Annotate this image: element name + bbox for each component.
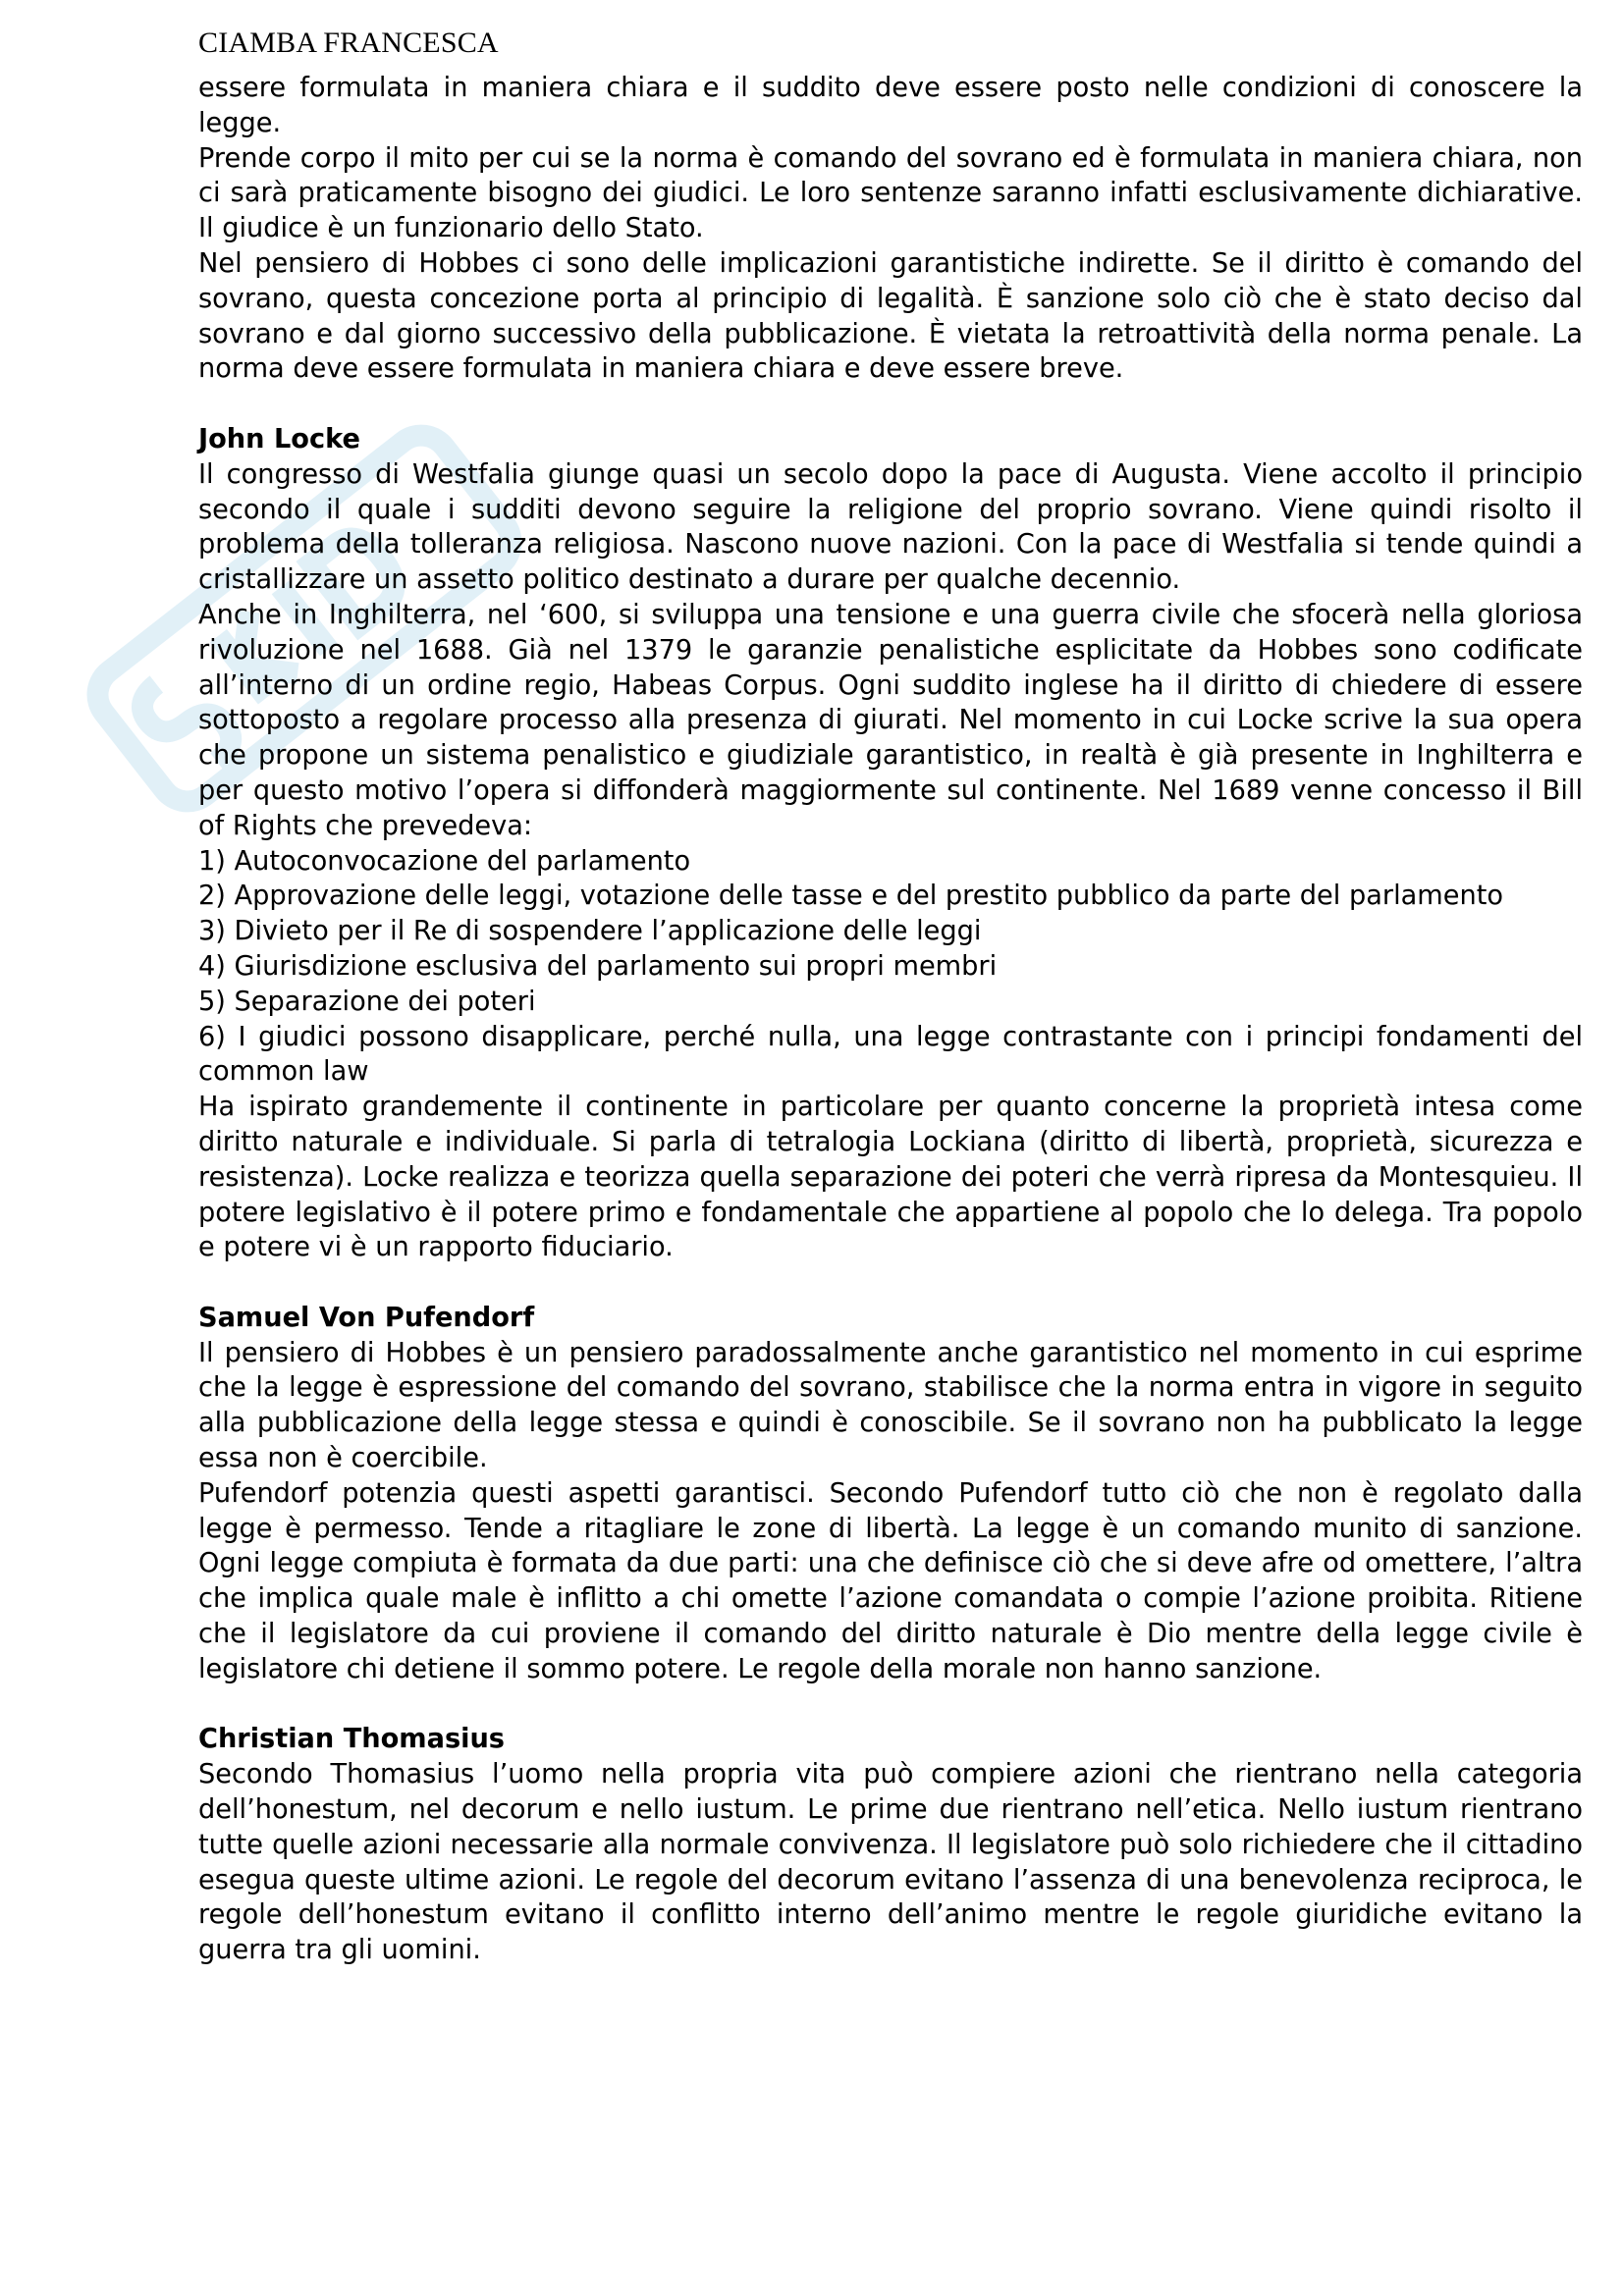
locke-closing-paragraph: Ha ispirato grandemente il continente in particolare per quanto concerne la proprietà intesa come diritto naturale e individuale. Si parla di tetralogia Lockiana (diritto di libertà, proprietà, sicurezza e resistenza). Locke realizza e teorizza quella separazione dei poteri che verrà ripresa da Montesquieu. Il potere legislativo è il potere primo e fondamentale che appartiene al popolo che lo delega. Tra popolo e potere vi è un rapporto fiduciario. bbox=[198, 1092, 1583, 1263]
thomasius-paragraph: Secondo Thomasius l’uomo nella propria vita può compiere azioni che rientrano nella categoria dell’honestum, nel decorum e nello iustum. Le prime due rientrano nell’etica. Nello iustum rientrano tutte quelle azioni necessarie alla normale convivenza. Il legislatore può solo richiedere che il cittadino esegua queste ultime azioni. Le regole del decorum evitano l’assenza di una benevolenza reciproca, le regole dell’honestum evitano il conflitto interno dell’animo mentre le regole giuridiche evitano la guerra tra gli uomini. bbox=[198, 1759, 1583, 1966]
locke-paragraph: Il congresso di Westfalia giunge quasi un secolo dopo la pace di Augusta. Viene accolto il principio secondo il quale i sudditi devono seguire la religione del proprio sovrano. Viene quindi risolto il problema della tolleranza religiosa. Nascono nuove nazioni. Con la pace di Westfalia si tende quindi a cristallizzare un assetto politico destinato a durare per qualche decennio. bbox=[198, 458, 1583, 596]
section-gap bbox=[198, 1687, 1583, 1723]
intro-paragraph: Prende corpo il mito per cui se la norma è comando del sovrano ed è formulata in maniera chiara, non ci sarà praticamente bisogno dei giudici. Le loro sentenze saranno infatti esclusivamente dichiarative. Il giudice è un funzionario dello Stato. bbox=[198, 142, 1583, 244]
bill-of-rights-item: 1) Autoconvocazione del parlamento bbox=[198, 845, 691, 877]
bill-of-rights-item: 2) Approvazione delle leggi, votazione delle tasse e del prestito pubblico da parte del parlamento bbox=[198, 881, 1504, 912]
intro-paragraph: essere formulata in maniera chiara e il suddito deve essere posto nelle condizioni di conoscere la legge. bbox=[198, 73, 1583, 138]
page-header-author: CIAMBA FRANCESCA bbox=[198, 27, 499, 59]
intro-paragraph: Nel pensiero di Hobbes ci sono delle implicazioni garantistiche indirette. Se il diritto è comando del sovrano, questa concezione porta al principio di legalità. È sanzione solo ciò che è stato deciso dal sovrano e dal giorno successivo della pubblicazione. È vietata la retroattività della norma penale. La norma deve essere formulata in maniera chiara e deve essere breve. bbox=[198, 247, 1583, 385]
pufendorf-paragraph: Pufendorf potenzia questi aspetti garantisci. Secondo Pufendorf tutto ciò che non è regolato dalla legge è permesso. Tende a ritagliare le zone di libertà. La legge è un comando munito di sanzione. Ogni legge compiuta è formata da due parti: una che definisce ciò che si deve afre od omettere, l’altra che implica quale male è inflitto a chi omette l’azione comandata o compie l’azione proibita. Ritiene che il legislatore da cui proviene il comando del diritto naturale è Dio mentre della legge civile è legislatore chi detiene il sommo potere. Le regole della morale non hanno sanzione. bbox=[198, 1477, 1583, 1684]
section-gap bbox=[198, 387, 1583, 422]
section-heading-pufendorf: Samuel Von Pufendorf bbox=[198, 1302, 535, 1333]
bill-of-rights-item: 6) I giudici possono disapplicare, perché nulla, una legge contrastante con i principi fondamenti del common law bbox=[198, 1021, 1583, 1088]
section-gap bbox=[198, 1265, 1583, 1301]
document-body bbox=[198, 71, 1583, 1968]
bill-of-rights-item: 5) Separazione dei poteri bbox=[198, 986, 536, 1017]
bill-of-rights-item: 4) Giurisdizione esclusiva del parlamento sui propri membri bbox=[198, 950, 998, 982]
bill-of-rights-item: 3) Divieto per il Re di sospendere l’applicazione delle leggi bbox=[198, 916, 982, 947]
locke-paragraph: Anche in Inghilterra, nel ‘600, si sviluppa una tensione e una guerra civile che sfocerà nella gloriosa rivoluzione nel 1688. Già nel 1379 le garanzie penalistiche esplicitate da Hobbes sono codificate all’interno di un ordine regio, Habeas Corpus. Ogni suddito inglese ha il diritto di chiedere di essere sottoposto a regolare processo alla presenza di giurati. Nel momento in cui Locke scrive la sua opera che propone un sistema penalistico e giudiziale garantistico, in realtà è già presente in Inghilterra e per questo motivo l’opera si diffonderà maggiormente sul continente. Nel 1689 venne concesso il Bill of Rights che prevedeva: bbox=[198, 599, 1583, 841]
section-heading-locke: John Locke bbox=[198, 423, 360, 454]
section-heading-thomasius: Christian Thomasius bbox=[198, 1724, 505, 1755]
pufendorf-paragraph: Il pensiero di Hobbes è un pensiero paradossalmente anche garantistico nel momento in cui esprime che la legge è espressione del comando del sovrano, stabilisce che la norma entra in vigore in seguito alla pubblicazione della legge stessa e quindi è conoscibile. Se il sovrano non ha pubblicato la legge essa non è coercibile. bbox=[198, 1337, 1583, 1474]
